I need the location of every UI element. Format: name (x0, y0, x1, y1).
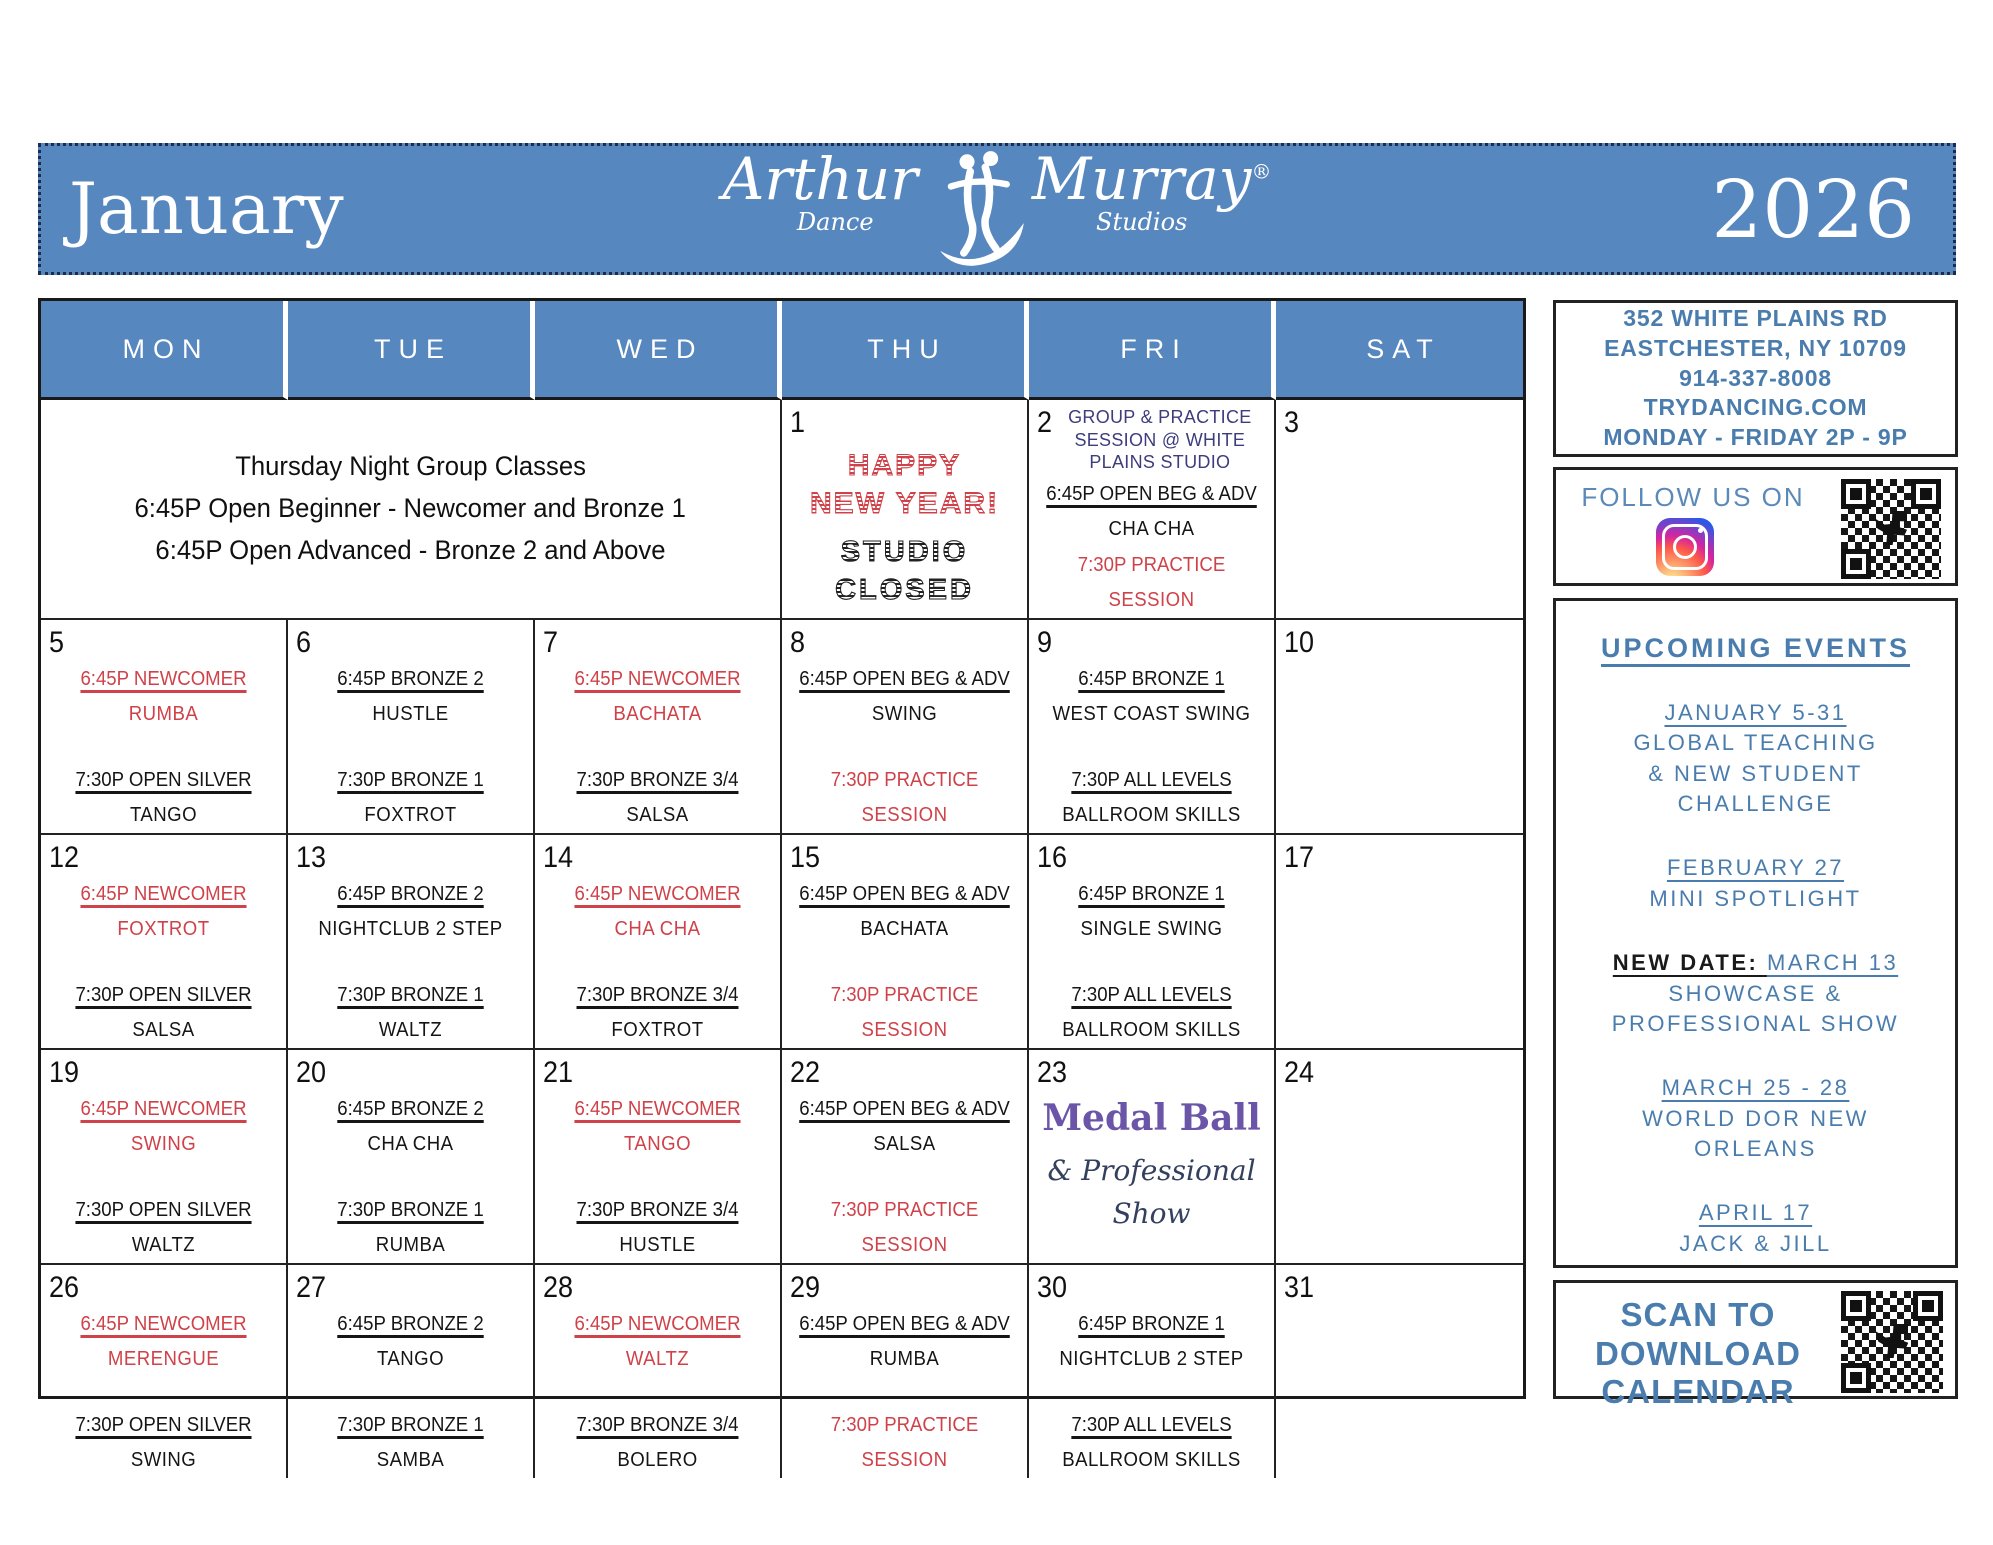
logo-right (1031, 145, 1272, 236)
day-number: 13 (296, 840, 327, 874)
class-slot (1045, 1413, 1258, 1472)
day-number: 7 (543, 625, 559, 659)
studio-info (1603, 304, 1907, 453)
event-line: MINI SPOTLIGHT (1649, 885, 1862, 911)
event-item-0 (1556, 698, 1955, 819)
class-slot (304, 882, 517, 941)
class-time: 6:45P BRONZE 1 (1078, 1312, 1225, 1335)
note-line: GROUP & PRACTICE (1068, 407, 1252, 427)
day-number: 29 (790, 1270, 821, 1304)
event-date-line (1556, 1073, 1955, 1103)
day-number: 14 (543, 840, 574, 874)
class-time: 6:45P OPEN BEG & ADV (1046, 482, 1257, 505)
day-cell-23 (1029, 1050, 1276, 1265)
class-time: 7:30P OPEN SILVER (75, 1198, 252, 1221)
day-cell-24 (1276, 1050, 1523, 1265)
event-item-4 (1556, 1198, 1955, 1259)
class-time: 7:30P BRONZE 3/4 (576, 983, 739, 1006)
class-name: TANGO (376, 1347, 445, 1370)
class-name: BALLROOM SKILLS (1062, 1448, 1241, 1471)
instagram-icon (1656, 518, 1714, 576)
event-line: PROFESSIONAL SHOW (1611, 1010, 1900, 1036)
class-time: 7:30P PRACTICE (830, 983, 979, 1006)
day-cell-26 (41, 1265, 288, 1478)
class-slot (798, 1198, 1011, 1257)
class-name: SWING (871, 702, 938, 725)
class-name: RUMBA (375, 1233, 446, 1256)
class-slot (1045, 553, 1258, 612)
class-slot (57, 768, 270, 827)
class-time: 7:30P ALL LEVELS (1071, 768, 1232, 791)
class-time: 7:30P BRONZE 3/4 (576, 768, 739, 791)
class-time: 7:30P BRONZE 1 (337, 1413, 484, 1436)
event-line: GLOBAL TEACHING (1633, 730, 1878, 756)
weekday-header-thu: THU (782, 301, 1029, 400)
day-cell-17 (1276, 835, 1523, 1050)
day-number: 24 (1284, 1055, 1315, 1089)
class-name: NIGHTCLUB 2 STEP (318, 917, 503, 940)
class-time: 6:45P OPEN BEG & ADV (799, 882, 1010, 905)
class-time: 7:30P OPEN SILVER (75, 1413, 252, 1436)
class-name: SWING (130, 1448, 197, 1471)
class-slot (304, 667, 517, 726)
class-time: 7:30P BRONZE 1 (337, 983, 484, 1006)
class-time: 7:30P PRACTICE (830, 1413, 979, 1436)
event-date-line (1556, 1198, 1955, 1228)
day-number: 20 (296, 1055, 327, 1089)
class-time: 7:30P PRACTICE (1077, 553, 1226, 576)
class-name: MERENGUE (107, 1347, 220, 1370)
class-time: 6:45P NEWCOMER (80, 1312, 247, 1335)
day-cell-22 (782, 1050, 1029, 1265)
weekday-header-tue: TUE (288, 301, 535, 400)
day-cell-10 (1276, 620, 1523, 835)
day-cell-8 (782, 620, 1029, 835)
day-cell-27 (288, 1265, 535, 1478)
day-number: 19 (49, 1055, 80, 1089)
class-name: SESSION (861, 1233, 948, 1256)
scan-download-box (1553, 1280, 1958, 1411)
closed-line: CLOSED (835, 573, 974, 606)
day-cell-1 (782, 400, 1029, 620)
event-date: FEBRUARY 27 (1666, 855, 1845, 881)
class-time: 7:30P PRACTICE (830, 1198, 979, 1221)
class-name: BACHATA (613, 702, 702, 725)
class-time: 6:45P BRONZE 1 (1078, 667, 1225, 690)
day-number: 21 (543, 1055, 574, 1089)
studio-phone: 914-337-8008 (1679, 364, 1832, 391)
class-time: 6:45P BRONZE 2 (337, 882, 484, 905)
medal-ball-subtitle (1037, 1149, 1266, 1236)
notice-line: 6:45P Open Beginner - Newcomer and Bronze 1 (134, 492, 687, 523)
day-number: 15 (790, 840, 821, 874)
follow-us-label: FOLLOW US ON (1581, 482, 1805, 512)
event-line: CHALLENGE (1677, 791, 1834, 817)
class-time: 7:30P BRONZE 1 (337, 768, 484, 791)
class-name: SINGLE SWING (1080, 917, 1223, 940)
day-cell-5 (41, 620, 288, 835)
day-cell-19 (41, 1050, 288, 1265)
day-cell-7 (535, 620, 782, 835)
dancing-couple-icon (910, 150, 1040, 268)
class-name: CHA CHA (614, 917, 701, 940)
class-slot (1045, 1312, 1258, 1371)
day-number: 1 (790, 406, 806, 439)
class-slot (304, 768, 517, 827)
instagram-qr-code (1841, 479, 1941, 579)
day-number: 28 (543, 1270, 574, 1304)
event-item-3 (1556, 1073, 1955, 1164)
studio-address-line1: 352 WHITE PLAINS RD (1623, 304, 1888, 331)
logo-arthur: Arthur (722, 145, 918, 213)
day-number: 30 (1037, 1270, 1068, 1304)
class-slot (57, 1198, 270, 1257)
class-name: SALSA (873, 1132, 936, 1155)
month-band (38, 143, 1956, 275)
class-slot (57, 1097, 270, 1156)
class-slot (798, 1312, 1011, 1371)
class-slot (551, 983, 764, 1042)
notice-line: Thursday Night Group Classes (235, 450, 586, 481)
day-cell-31 (1276, 1265, 1523, 1478)
day-number: 5 (49, 625, 65, 659)
class-slot (798, 1097, 1011, 1156)
day-cell-20 (288, 1050, 535, 1265)
event-line: & NEW STUDENT (1648, 760, 1863, 786)
weekday-header-sat: SAT (1276, 301, 1523, 400)
weekday-header-fri: FRI (1029, 301, 1276, 400)
day-cell-9 (1029, 620, 1276, 835)
medal-ball-line: Show (1112, 1196, 1191, 1230)
medal-ball-title: Medal Ball (1042, 1096, 1261, 1139)
day-number: 17 (1284, 840, 1315, 874)
class-slot (1045, 667, 1258, 726)
logo-studios: Studios (1096, 208, 1188, 236)
class-time: 7:30P BRONZE 1 (337, 1198, 484, 1221)
class-slot (798, 983, 1011, 1042)
class-name: WALTZ (131, 1233, 196, 1256)
class-name: BACHATA (860, 917, 949, 940)
class-name: RUMBA (869, 1347, 940, 1370)
day-cell-13 (288, 835, 535, 1050)
day-number: 27 (296, 1270, 327, 1304)
happy-line: NEW YEAR! (809, 486, 1000, 520)
class-time: 6:45P NEWCOMER (80, 667, 247, 690)
day-cell-28 (535, 1265, 782, 1478)
class-slot (551, 882, 764, 941)
day-number: 22 (790, 1055, 821, 1089)
day-cell-29 (782, 1265, 1029, 1478)
class-slot (798, 667, 1011, 726)
class-time: 6:45P NEWCOMER (80, 882, 247, 905)
studio-address-line2: EASTCHESTER, NY 10709 (1604, 334, 1907, 361)
class-name: SESSION (1108, 588, 1195, 611)
happy-line: HAPPY (847, 449, 962, 482)
registered-mark: ® (1251, 159, 1272, 184)
class-time: 6:45P OPEN BEG & ADV (799, 1097, 1010, 1120)
class-name: BALLROOM SKILLS (1062, 1018, 1241, 1041)
day-number: 31 (1284, 1270, 1315, 1304)
class-time: 6:45P OPEN BEG & ADV (799, 1312, 1010, 1335)
day-cell-16 (1029, 835, 1276, 1050)
day-number: 2 (1037, 406, 1053, 439)
event-item-1 (1556, 853, 1955, 914)
day-number: 6 (296, 625, 312, 659)
class-time: 7:30P ALL LEVELS (1071, 1413, 1232, 1436)
class-slot (57, 1312, 270, 1371)
weekday-header-mon: MON (41, 301, 288, 400)
logo-left (722, 145, 918, 236)
class-slot (57, 983, 270, 1042)
class-time: 6:45P NEWCOMER (574, 1097, 741, 1120)
class-name: CHA CHA (367, 1132, 454, 1155)
upcoming-events-title: UPCOMING EVENTS (1600, 633, 1911, 663)
day-cell-15 (782, 835, 1029, 1050)
class-slot (798, 882, 1011, 941)
calendar-grid (38, 298, 1526, 1471)
class-time: 6:45P BRONZE 2 (337, 667, 484, 690)
month-title: January (69, 168, 344, 250)
class-slot (57, 667, 270, 726)
class-time: 7:30P OPEN SILVER (75, 983, 252, 1006)
event-line: ORLEANS (1694, 1135, 1817, 1161)
day-number: 26 (49, 1270, 80, 1304)
happy-new-year-text (790, 447, 1019, 522)
class-name: BOLERO (617, 1448, 698, 1471)
logo-murray: Murray® (1031, 145, 1272, 213)
class-slot (304, 983, 517, 1042)
class-slot (551, 1198, 764, 1257)
class-slot (1045, 983, 1258, 1042)
day-cell-6 (288, 620, 535, 835)
class-name: RUMBA (128, 702, 199, 725)
class-time: 6:45P NEWCOMER (574, 1312, 741, 1335)
day-cell-14 (535, 835, 782, 1050)
class-name: BALLROOM SKILLS (1062, 803, 1241, 826)
class-name: NIGHTCLUB 2 STEP (1059, 1347, 1244, 1370)
day-cell-2 (1029, 400, 1276, 620)
day-cell-12 (41, 835, 288, 1050)
class-name: HUSTLE (372, 702, 449, 725)
event-date: MARCH 13 (1766, 950, 1899, 976)
class-slot (551, 1312, 764, 1371)
class-slot (1045, 768, 1258, 827)
class-time: 7:30P OPEN SILVER (75, 768, 252, 791)
event-line: WORLD DOR NEW (1642, 1105, 1869, 1131)
note-line: SESSION @ WHITE (1074, 429, 1246, 450)
class-slot (798, 1413, 1011, 1472)
class-slot (798, 768, 1011, 827)
class-slot (57, 882, 270, 941)
upcoming-events-list (1556, 698, 1955, 1259)
class-name: SALSA (626, 803, 689, 826)
notice-line: 6:45P Open Advanced - Bronze 2 and Above (155, 534, 666, 565)
day-cell-30 (1029, 1265, 1276, 1478)
event-item-2 (1556, 948, 1955, 1039)
day-number: 16 (1037, 840, 1068, 874)
event-date-line (1556, 698, 1955, 728)
upcoming-events-box (1553, 598, 1958, 1268)
class-name: CHA CHA (1108, 517, 1195, 540)
class-time: 7:30P ALL LEVELS (1071, 983, 1232, 1006)
class-slot (1045, 482, 1258, 541)
medal-ball-line: & Professional (1047, 1153, 1256, 1187)
class-slot (57, 1413, 270, 1472)
class-name: SESSION (861, 803, 948, 826)
day-number: 10 (1284, 625, 1315, 659)
event-date-prefix: NEW DATE: (1612, 950, 1767, 976)
class-name: TANGO (129, 803, 198, 826)
class-time: 6:45P NEWCOMER (574, 882, 741, 905)
class-time: 7:30P BRONZE 3/4 (576, 1198, 739, 1221)
class-time: 6:45P BRONZE 1 (1078, 882, 1225, 905)
class-slot (551, 1413, 764, 1472)
class-name: WALTZ (378, 1018, 443, 1041)
group-classes-notice (41, 400, 782, 620)
studio-website: TRYDANCING.COM (1643, 394, 1868, 421)
class-slot (551, 667, 764, 726)
day-number: 8 (790, 625, 806, 659)
calendar-qr-code (1841, 1291, 1943, 1393)
white-plains-note (1054, 406, 1266, 474)
class-slot (304, 1413, 517, 1472)
class-name: SAMBA (376, 1448, 445, 1471)
day-number: 23 (1037, 1055, 1068, 1089)
class-slot (304, 1097, 517, 1156)
class-time: 6:45P NEWCOMER (80, 1097, 247, 1120)
event-date: JANUARY 5-31 (1664, 700, 1847, 725)
studio-info-box (1553, 300, 1958, 457)
class-slot (304, 1312, 517, 1371)
class-time: 7:30P BRONZE 3/4 (576, 1413, 739, 1436)
class-slot (551, 768, 764, 827)
studio-closed-text (790, 534, 1019, 609)
dino-icon (1876, 1324, 1909, 1359)
class-name: SWING (130, 1132, 197, 1155)
class-time: 6:45P BRONZE 2 (337, 1312, 484, 1335)
class-slot (1045, 882, 1258, 941)
class-slot (304, 1198, 517, 1257)
class-name: SALSA (132, 1018, 195, 1041)
class-name: FOXTROT (611, 1018, 704, 1041)
weekday-header-wed: WED (535, 301, 782, 400)
class-name: HUSTLE (619, 1233, 696, 1256)
scan-download-label: SCAN TO DOWNLOAD CALENDAR (1595, 1296, 1801, 1411)
event-line: SHOWCASE & (1668, 980, 1843, 1006)
class-time: 6:45P BRONZE 2 (337, 1097, 484, 1120)
event-line: JACK & JILL (1679, 1230, 1832, 1256)
day-number: 9 (1037, 625, 1053, 659)
day-number: 12 (49, 840, 80, 874)
studio-hours: MONDAY - FRIDAY 2P - 9P (1603, 424, 1908, 451)
note-line: PLAINS STUDIO (1089, 452, 1231, 472)
class-name: FOXTROT (364, 803, 457, 826)
class-name: WALTZ (625, 1347, 690, 1370)
day-header-row (1037, 406, 1266, 474)
class-time: 6:45P NEWCOMER (574, 667, 741, 690)
event-date-line (1556, 853, 1955, 883)
logo-dance: Dance (796, 208, 874, 236)
class-slot (551, 1097, 764, 1156)
year-title: 2026 (1711, 162, 1915, 256)
event-date: APRIL 17 (1698, 1200, 1813, 1226)
class-name: WEST COAST SWING (1052, 702, 1251, 725)
closed-line: STUDIO (840, 536, 969, 568)
class-name: FOXTROT (117, 917, 210, 940)
class-name: SESSION (861, 1448, 948, 1471)
class-name: TANGO (623, 1132, 692, 1155)
class-time: 6:45P OPEN BEG & ADV (799, 667, 1010, 690)
arthur-murray-logo (722, 145, 1272, 268)
follow-us-box (1553, 467, 1958, 586)
day-cell-21 (535, 1050, 782, 1265)
day-cell-3 (1276, 400, 1523, 620)
day-number: 3 (1284, 406, 1300, 439)
event-date: MARCH 25 - 28 (1661, 1075, 1850, 1101)
class-time: 7:30P PRACTICE (830, 768, 979, 791)
event-date-line (1556, 948, 1955, 978)
class-name: SESSION (861, 1018, 948, 1041)
dino-icon (1875, 511, 1907, 545)
